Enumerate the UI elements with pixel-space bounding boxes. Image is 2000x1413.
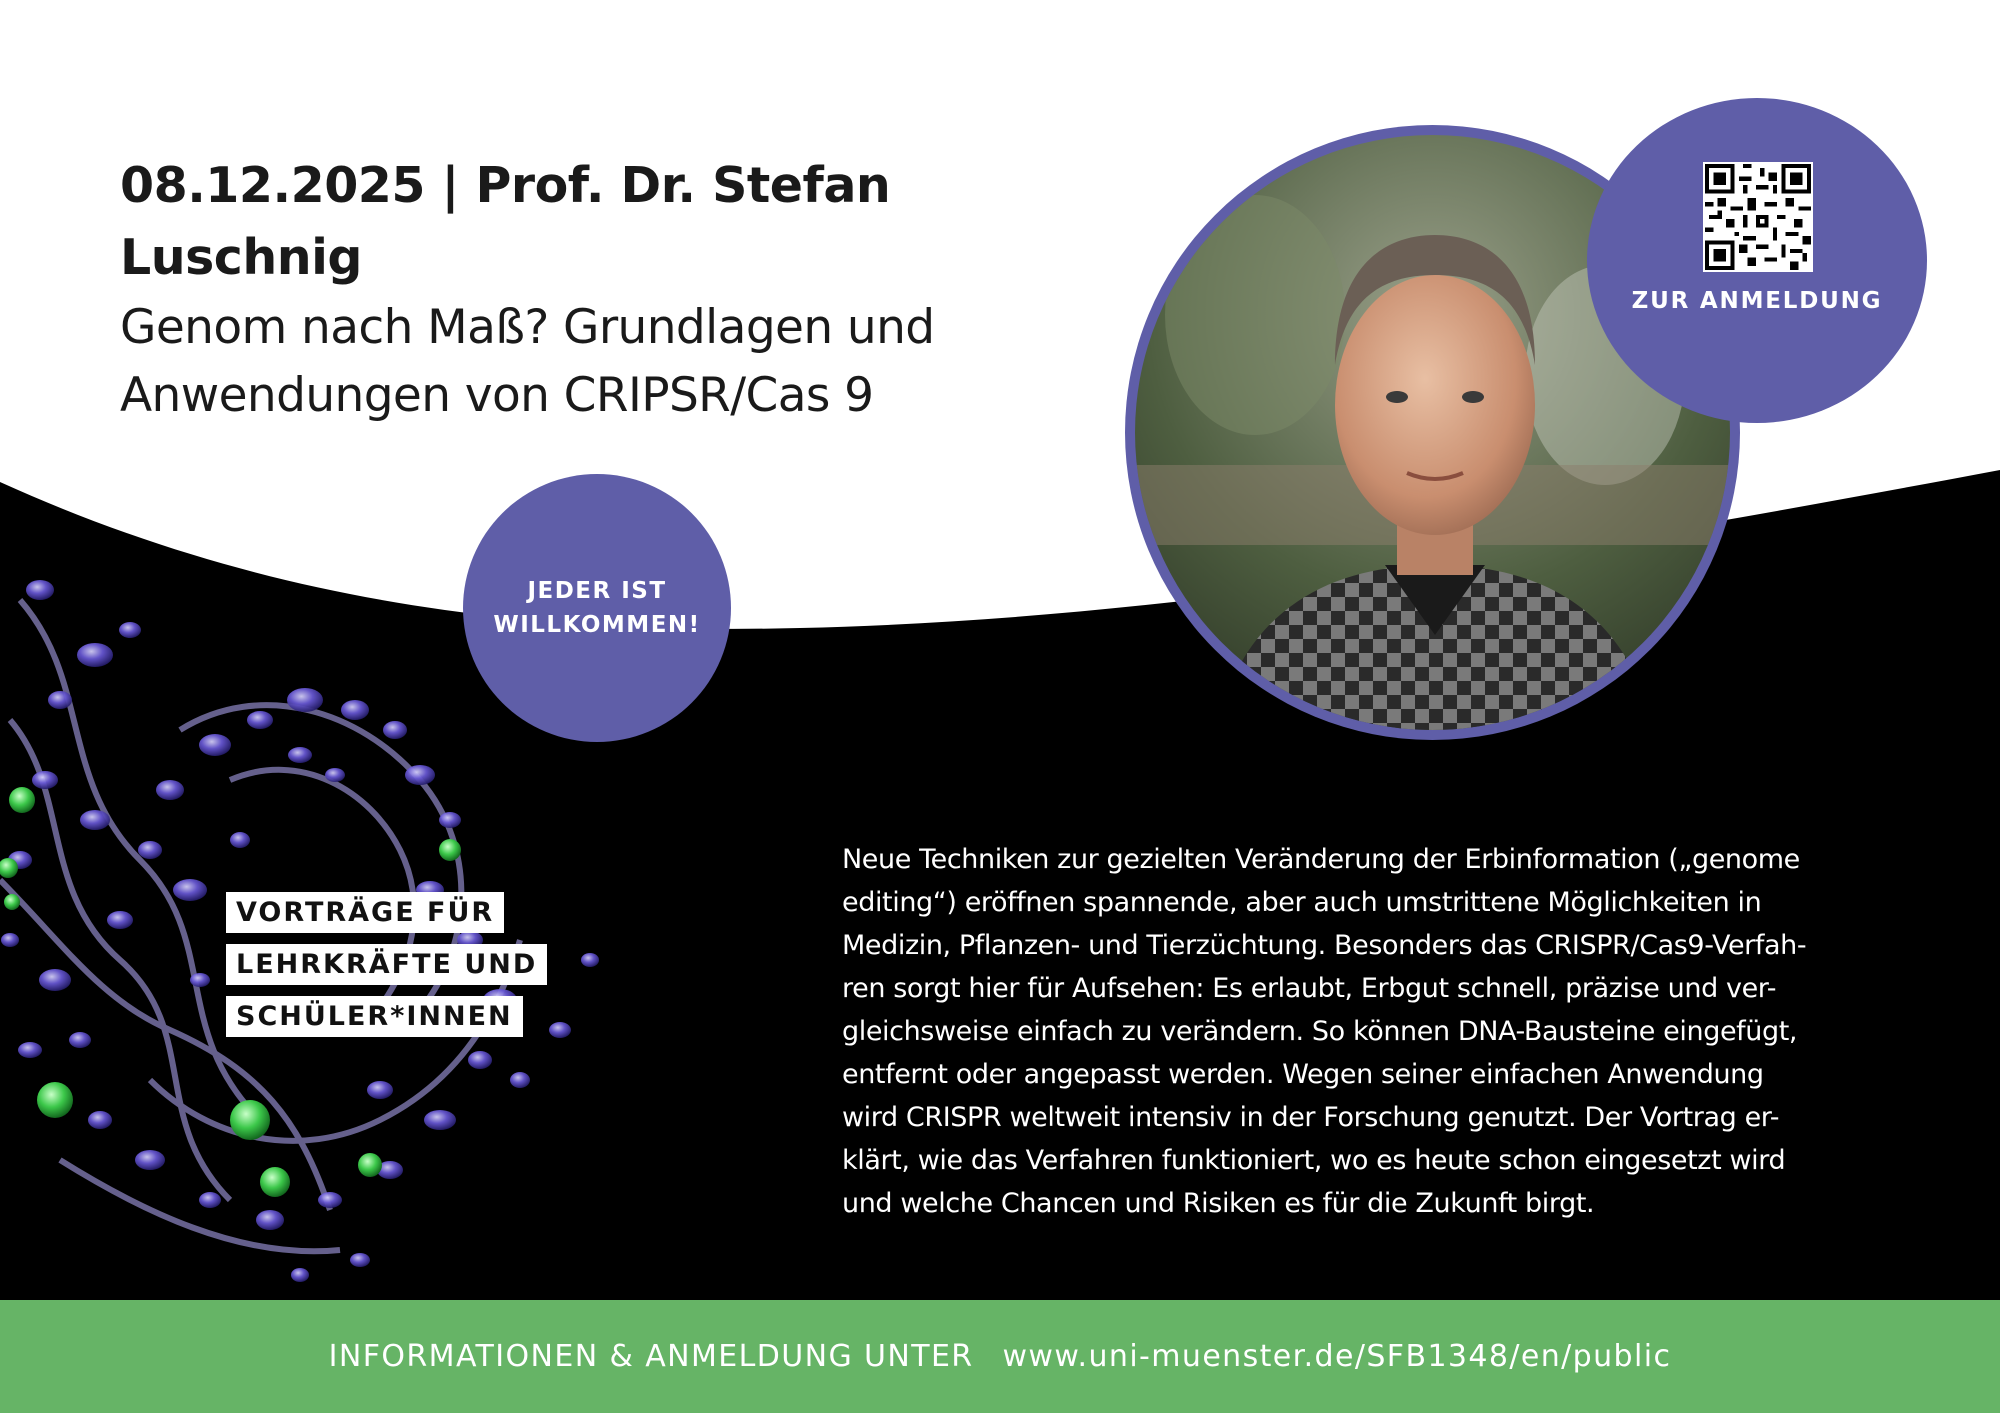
description-line: ren sorgt hier für Aufsehen: Es erlaubt, Erbgut schnell, präzise und ver- bbox=[842, 973, 1777, 1004]
title-block bbox=[120, 150, 1120, 430]
registration-label[interactable]: ZUR ANMELDUNG bbox=[1631, 288, 1883, 314]
registration-badge[interactable] bbox=[1587, 98, 1927, 423]
talk-description bbox=[842, 838, 1862, 1225]
welcome-badge bbox=[463, 474, 731, 742]
audience-tag: LEHRKRÄFTE UND bbox=[226, 944, 547, 985]
audience-tag: VORTRÄGE FÜR bbox=[226, 892, 504, 933]
welcome-badge-line: JEDER IST bbox=[527, 578, 667, 604]
description-line: wird CRISPR weltweit intensiv in der Forschung genutzt. Der Vortrag er- bbox=[842, 1102, 1780, 1133]
footer-text bbox=[329, 1339, 1672, 1374]
footer-bar bbox=[0, 1300, 2000, 1413]
subtitle-line: Anwendungen von CRIPSR/Cas 9 bbox=[120, 368, 874, 423]
subtitle-line: Genom nach Maß? Grundlagen und bbox=[120, 300, 935, 355]
description-line: klärt, wie das Verfahren funktioniert, wo es heute schon eingesetzt wird bbox=[842, 1145, 1786, 1176]
description-line: gleichsweise einfach zu verändern. So können DNA-Bausteine eingefügt, bbox=[842, 1016, 1798, 1047]
audience-tag: SCHÜLER*INNEN bbox=[226, 996, 523, 1037]
talk-subtitle bbox=[120, 294, 1120, 430]
audience-tags bbox=[226, 892, 547, 1048]
description-line: entfernt oder angepasst werden. Wegen seiner einfachen Anwendung bbox=[842, 1059, 1764, 1090]
welcome-badge-line: WILLKOMMEN! bbox=[493, 612, 701, 638]
description-line: editing“) eröffnen spannende, aber auch umstrittene Möglichkeiten in bbox=[842, 887, 1762, 918]
footer-url-link[interactable]: www.uni-muenster.de/SFB1348/en/public bbox=[1002, 1339, 1672, 1374]
qr-code-icon[interactable] bbox=[1703, 162, 1813, 272]
event-title: 08.12.2025 | Prof. Dr. Stefan Luschnig bbox=[120, 157, 891, 286]
description-line: Neue Techniken zur gezielten Veränderung der Erbinformation („genome bbox=[842, 844, 1800, 875]
footer-label: INFORMATIONEN & ANMELDUNG UNTER bbox=[328, 1339, 974, 1374]
description-line: und welche Chancen und Risiken es für die Zukunft birgt. bbox=[842, 1188, 1595, 1219]
description-line: Medizin, Pflanzen- und Tierzüchtung. Besonders das CRISPR/Cas9-Verfah- bbox=[842, 930, 1807, 961]
